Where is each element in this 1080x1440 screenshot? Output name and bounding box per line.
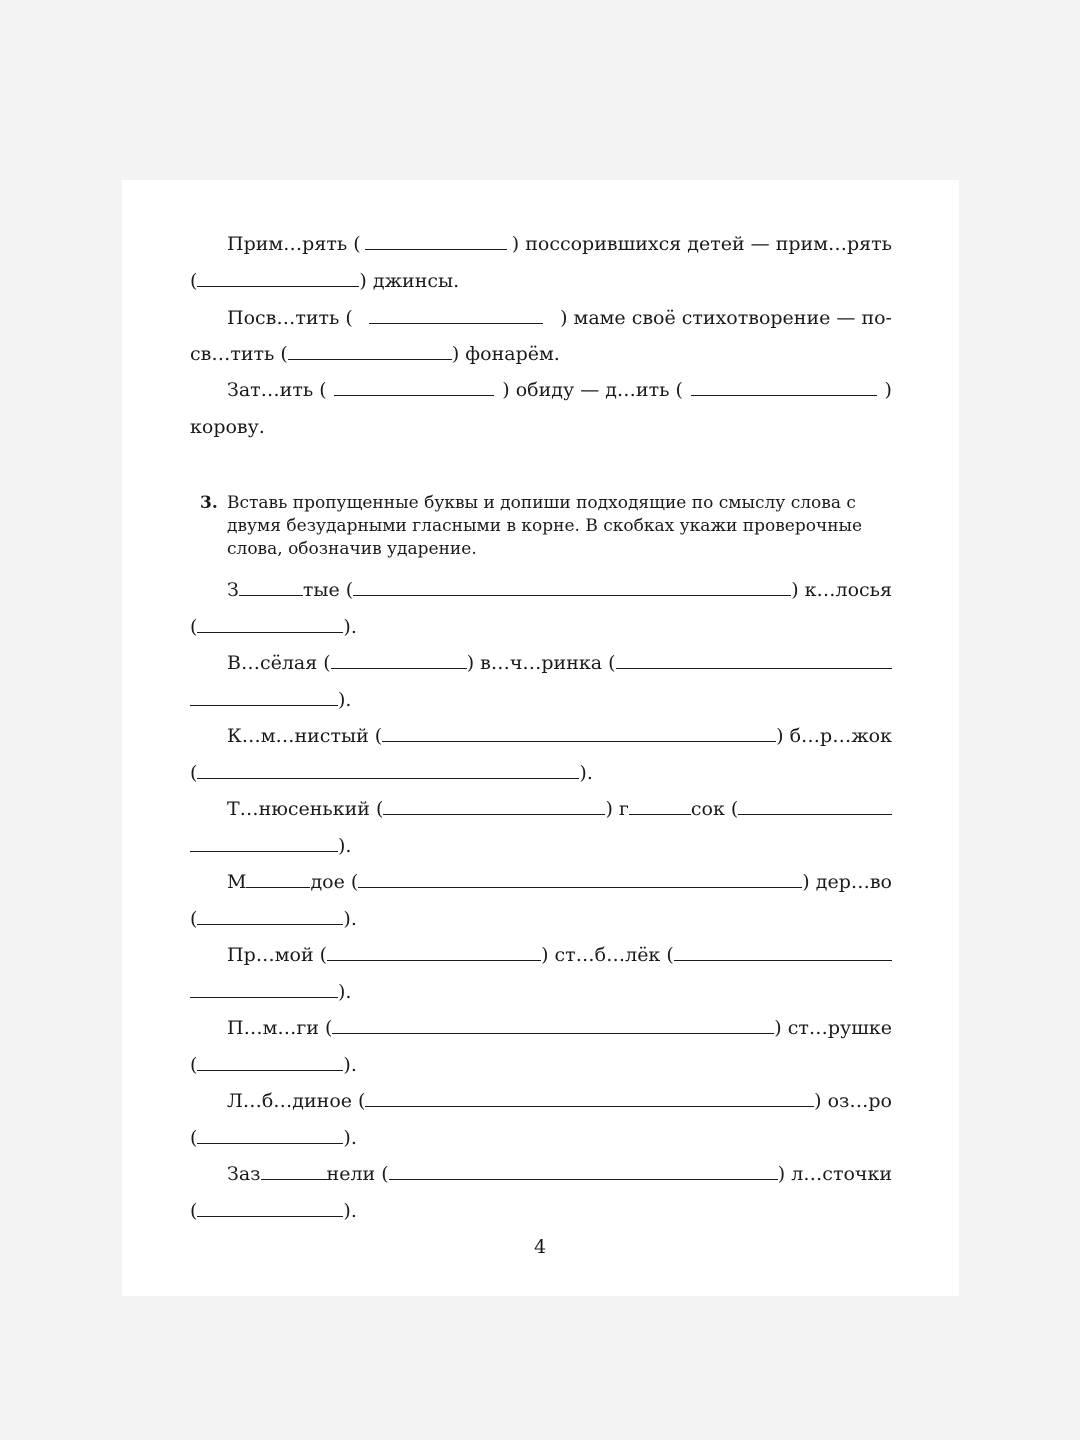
- answer-blank[interactable]: [197, 269, 359, 287]
- text: (: [190, 1054, 198, 1076]
- item-3-line-1: [227, 724, 892, 748]
- item-8-line-2: [190, 1126, 892, 1150]
- text: Прим…рять (: [227, 233, 361, 255]
- item-2-line-1: [227, 651, 892, 675]
- answer-blank[interactable]: [365, 1089, 814, 1107]
- text: (: [190, 1127, 198, 1149]
- answer-blank[interactable]: [331, 651, 467, 669]
- answer-blank[interactable]: [383, 797, 605, 815]
- text: ) поссорившихся детей — прим…рять: [511, 233, 892, 255]
- answer-blank[interactable]: [288, 342, 452, 360]
- item-9-line-1: [227, 1162, 892, 1186]
- task-instructions: Вставь пропущенные буквы и допиши подходящие по смыслу слова с двумя безударными гласными в корне. В скобках укажи проверочные слова, обозначив ударение.: [227, 493, 863, 559]
- item-5-line-2: [190, 907, 892, 931]
- answer-blank[interactable]: [190, 980, 338, 998]
- text: ) фонарём.: [451, 343, 560, 365]
- text: Л…б…диное (: [227, 1090, 366, 1112]
- answer-blank[interactable]: [197, 1126, 343, 1144]
- letter-blank[interactable]: [246, 870, 310, 888]
- answer-blank[interactable]: [382, 724, 776, 742]
- answer-blank[interactable]: [616, 651, 892, 669]
- text: ).: [338, 835, 352, 857]
- text: Пр…мой (: [227, 944, 328, 966]
- line-posvyatit: [227, 306, 892, 330]
- letter-blank[interactable]: [261, 1162, 327, 1180]
- text: ).: [338, 981, 352, 1003]
- answer-blank[interactable]: [738, 797, 892, 815]
- answer-blank[interactable]: [197, 615, 343, 633]
- answer-blank[interactable]: [365, 232, 507, 250]
- page-number: 4: [533, 1236, 547, 1258]
- item-7-line-2: [190, 1053, 892, 1077]
- text: ): [884, 379, 892, 401]
- text: (: [190, 1200, 198, 1222]
- answer-blank[interactable]: [197, 1199, 343, 1217]
- text: ) ст…рушке: [774, 1017, 892, 1039]
- text: ) оз…ро: [814, 1090, 892, 1112]
- line-dzhinsy: [190, 269, 892, 293]
- text: Зат…ить (: [227, 379, 327, 401]
- line-zataIt: [227, 378, 892, 402]
- item-5-line-1: [227, 870, 892, 894]
- text: М: [227, 871, 247, 893]
- answer-blank[interactable]: [190, 834, 338, 852]
- answer-blank[interactable]: [369, 306, 543, 324]
- answer-blank[interactable]: [332, 1016, 774, 1034]
- item-3-line-2: [190, 761, 892, 785]
- item-6-line-1: [227, 943, 892, 967]
- item-8-line-1: [227, 1089, 892, 1113]
- text: ) л…сточки: [777, 1163, 892, 1185]
- answer-blank[interactable]: [358, 870, 802, 888]
- letter-blank[interactable]: [629, 797, 691, 815]
- text: сок (: [690, 798, 739, 820]
- text: (: [190, 616, 198, 638]
- text: П…м…ги (: [227, 1017, 333, 1039]
- text: Заз: [227, 1163, 261, 1185]
- text: К…м…нистый (: [227, 725, 383, 747]
- answer-blank[interactable]: [190, 688, 338, 706]
- text: ) обиду — д…ить (: [502, 379, 683, 401]
- item-4-line-1: [227, 797, 892, 821]
- letter-blank[interactable]: [239, 578, 303, 596]
- line-korovu: корову.: [190, 416, 265, 438]
- text: дое (: [310, 871, 359, 893]
- text: ).: [343, 908, 357, 930]
- text: ) в…ч…ринка (: [466, 652, 616, 674]
- text: (: [190, 908, 198, 930]
- text: ) ст…б…лёк (: [541, 944, 674, 966]
- item-9-line-2: [190, 1199, 892, 1223]
- line-primeryat: [227, 232, 892, 256]
- answer-blank[interactable]: [197, 907, 343, 925]
- answer-blank[interactable]: [674, 943, 892, 961]
- item-2-line-2: [190, 688, 892, 712]
- text: З: [227, 579, 239, 601]
- text: ) г: [605, 798, 629, 820]
- answer-blank[interactable]: [389, 1162, 778, 1180]
- item-1-line-1: [227, 578, 892, 602]
- text: св…тить (: [190, 343, 288, 365]
- text: Посв…тить (: [227, 307, 353, 329]
- text: (: [190, 762, 198, 784]
- text: ) джинсы.: [359, 270, 460, 292]
- text: ).: [343, 1200, 357, 1222]
- task-3: [200, 492, 900, 561]
- text: ) б…р…жок: [776, 725, 892, 747]
- answer-blank[interactable]: [197, 761, 579, 779]
- item-7-line-1: [227, 1016, 892, 1040]
- text: ) к…лосья: [791, 579, 892, 601]
- text: В…сёлая (: [227, 652, 331, 674]
- text: ) дер…во: [802, 871, 892, 893]
- text: ).: [343, 616, 357, 638]
- answer-blank[interactable]: [691, 378, 877, 396]
- answer-blank[interactable]: [327, 943, 541, 961]
- text: ).: [338, 689, 352, 711]
- line-fonarem: [190, 342, 892, 366]
- answer-blank[interactable]: [353, 578, 791, 596]
- item-1-line-2: [190, 615, 892, 639]
- text: ).: [579, 762, 593, 784]
- task-number: 3.: [200, 493, 218, 513]
- item-4-line-2: [190, 834, 892, 858]
- text: нели (: [326, 1163, 389, 1185]
- text: Т…нюсенький (: [227, 798, 384, 820]
- text: ).: [343, 1054, 357, 1076]
- text: ) маме своё стихотворение — по-: [560, 307, 892, 329]
- text: ).: [343, 1127, 357, 1149]
- text: тые (: [302, 579, 354, 601]
- answer-blank[interactable]: [334, 378, 494, 396]
- item-6-line-2: [190, 980, 892, 1004]
- answer-blank[interactable]: [197, 1053, 343, 1071]
- text: (: [190, 270, 198, 292]
